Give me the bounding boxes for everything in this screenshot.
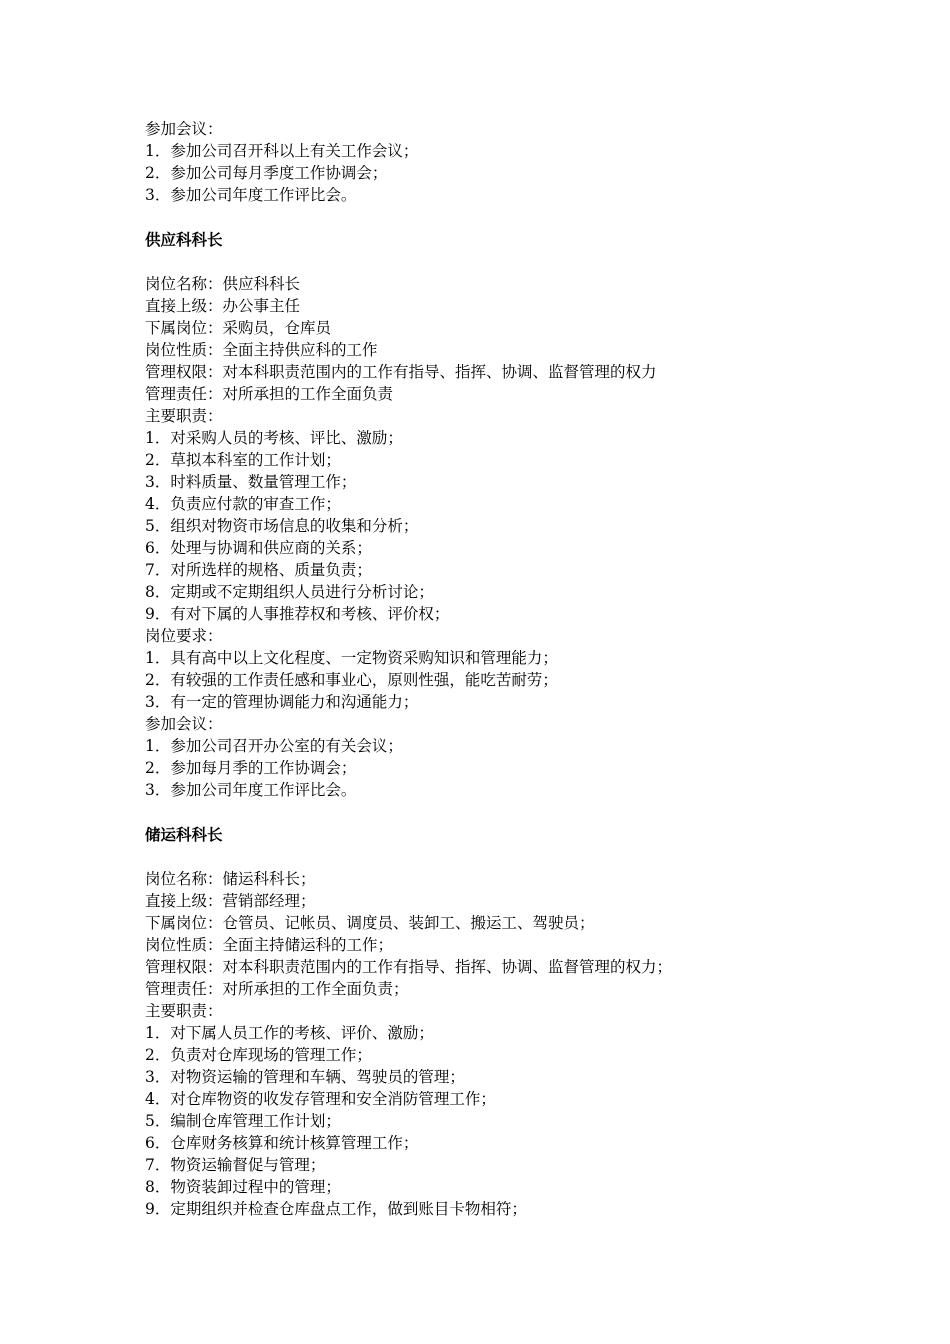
section-heading-supply: 供应科科长	[145, 231, 223, 249]
meeting-title: 参加会议：	[145, 120, 223, 138]
list-item: 7．对所选样的规格、质量负责；	[145, 561, 372, 579]
supply-section	[145, 229, 925, 801]
list-item: 5．组织对物资市场信息的收集和分析；	[145, 517, 419, 535]
field-line: 下属岗位：采购员，仓库员	[145, 319, 332, 337]
list-item: 2．负责对仓库现场的管理工作；	[145, 1046, 372, 1064]
list-item: 1．具有高中以上文化程度、一定物资采购知识和管理能力；	[145, 649, 558, 667]
intro-section	[145, 118, 925, 206]
duties-title: 主要职责：	[145, 1002, 223, 1020]
list-item: 3．参加公司年度工作评比会。	[145, 186, 357, 204]
list-item: 6．处理与协调和供应商的关系；	[145, 539, 372, 557]
document-page	[145, 118, 925, 1220]
list-item: 2．草拟本科室的工作计划；	[145, 451, 341, 469]
requirements-title: 岗位要求：	[145, 627, 223, 645]
field-line: 直接上级：办公事主任	[145, 297, 301, 315]
list-item: 2．有较强的工作责任感和事业心，原则性强，能吃苦耐劳；	[145, 671, 558, 689]
field-line: 管理责任：对所承担的工作全面负责	[145, 385, 394, 403]
field-line: 岗位性质：全面主持供应科的工作	[145, 341, 378, 359]
list-item: 9．定期组织并检查仓库盘点工作，做到账目卡物相符；	[145, 1200, 527, 1218]
list-item: 8．定期或不定期组织人员进行分析讨论；	[145, 583, 434, 601]
list-item: 1．对下属人员工作的考核、评价、激励；	[145, 1024, 434, 1042]
section-heading-storage: 储运科科长	[145, 826, 223, 844]
list-item: 1．对采购人员的考核、评比、激励；	[145, 429, 403, 447]
list-item: 1．参加公司召开办公室的有关会议；	[145, 737, 403, 755]
list-item: 3．对物资运输的管理和车辆、驾驶员的管理；	[145, 1068, 465, 1086]
list-item: 3．有一定的管理协调能力和沟通能力；	[145, 693, 419, 711]
field-line: 岗位性质：全面主持储运科的工作；	[145, 936, 394, 954]
duties-title: 主要职责：	[145, 407, 223, 425]
field-line: 下属岗位：仓管员、记帐员、调度员、装卸工、搬运工、驾驶员；	[145, 914, 595, 932]
storage-section	[145, 824, 925, 1220]
list-item: 2．参加每月季的工作协调会；	[145, 759, 357, 777]
field-line: 管理权限：对本科职责范围内的工作有指导、指挥、协调、监督管理的权力；	[145, 958, 673, 976]
list-item: 4．对仓库物资的收发存管理和安全消防管理工作；	[145, 1090, 496, 1108]
list-item: 4．负责应付款的审查工作；	[145, 495, 341, 513]
field-line: 直接上级：营销部经理；	[145, 892, 316, 910]
list-item: 6．仓库财务核算和统计核算管理工作；	[145, 1134, 419, 1152]
list-item: 1．参加公司召开科以上有关工作会议；	[145, 142, 419, 160]
field-line: 管理权限：对本科职责范围内的工作有指导、指挥、协调、监督管理的权力	[145, 363, 657, 381]
list-item: 8．物资装卸过程中的管理；	[145, 1178, 341, 1196]
field-line: 岗位名称：供应科科长	[145, 275, 301, 293]
meeting-title: 参加会议：	[145, 715, 223, 733]
list-item: 7．物资运输督促与管理；	[145, 1156, 326, 1174]
list-item: 5．编制仓库管理工作计划；	[145, 1112, 341, 1130]
list-item: 3．时料质量、数量管理工作；	[145, 473, 357, 491]
list-item: 9．有对下属的人事推荐权和考核、评价权；	[145, 605, 450, 623]
list-item: 2．参加公司每月季度工作协调会；	[145, 164, 388, 182]
list-item: 3．参加公司年度工作评比会。	[145, 781, 357, 799]
field-line: 管理责任：对所承担的工作全面负责；	[145, 980, 409, 998]
field-line: 岗位名称：储运科科长；	[145, 870, 316, 888]
